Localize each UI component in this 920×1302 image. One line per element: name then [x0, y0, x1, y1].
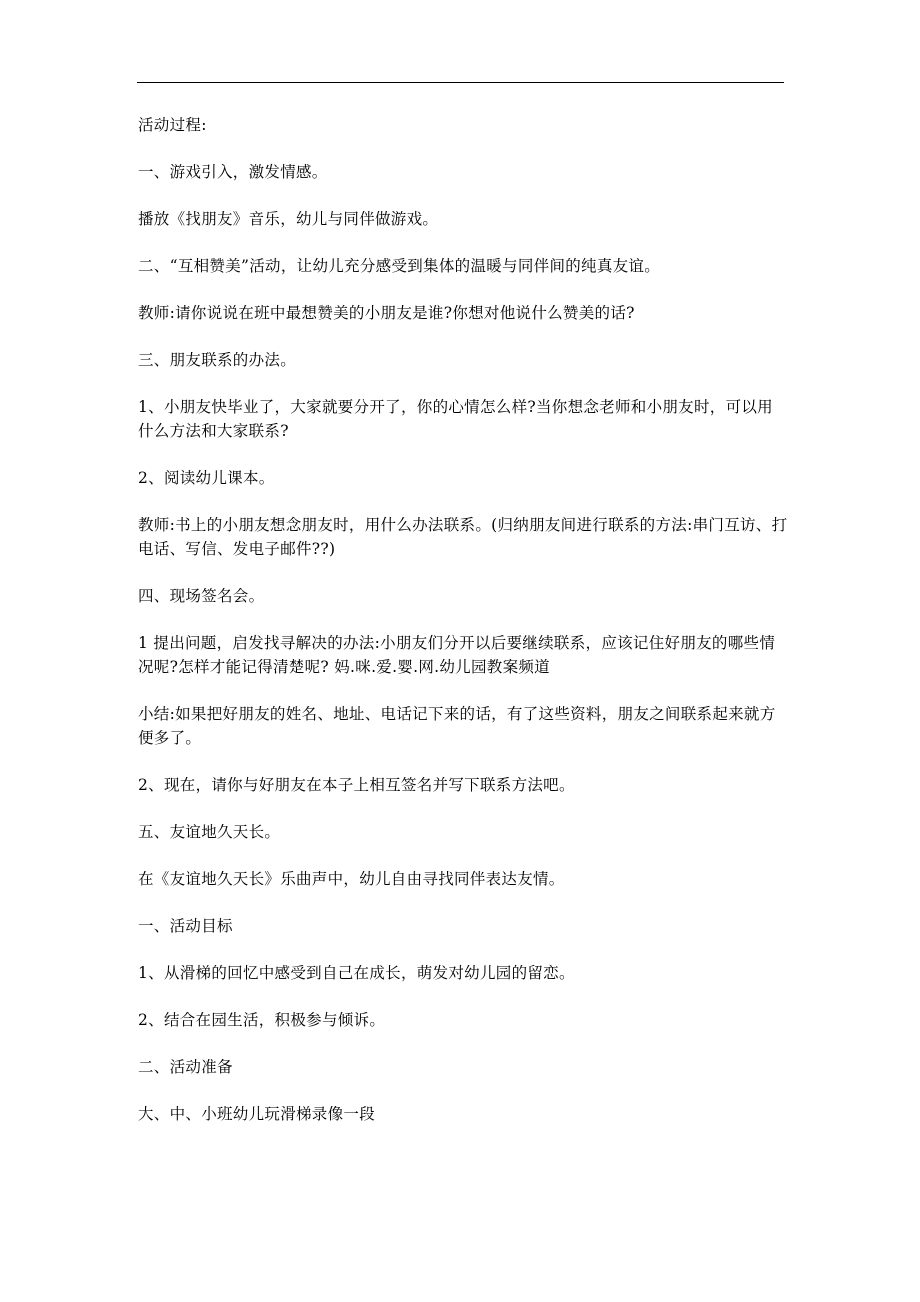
paragraph: 播放《找朋友》音乐，幼儿与同伴做游戏。 [138, 210, 439, 228]
document-body [138, 113, 788, 1149]
paragraph-activity-process-heading: 活动过程: [138, 116, 207, 134]
paragraph-section-2-heading: 二、“互相赞美”活动，让幼儿充分感受到集体的温暖与同伴间的纯真友谊。 [138, 257, 661, 275]
paragraph: 教师:请你说说在班中最想赞美的小朋友是谁?你想对他说什么赞美的话? [138, 304, 635, 322]
paragraph: 教师:书上的小朋友想念朋友时，用什么办法联系。(归纳朋友间进行联系的方法:串门互访、打电话、写信、发电子邮件??) [138, 516, 788, 558]
paragraph-section-3-heading: 三、朋友联系的办法。 [138, 351, 297, 369]
paragraph-preparation-heading: 二、活动准备 [138, 1058, 233, 1076]
paragraph: 1 提出问题，启发找寻解决的办法:小朋友们分开以后要继续联系，应该记住好朋友的哪些情况呢?怎样才能记得清楚呢? 妈.咪.爱.婴.网.幼儿园教案频道 [138, 634, 776, 676]
paragraph: 2、现在，请你与好朋友在本子上相互签名并写下联系方法吧。 [138, 776, 575, 794]
paragraph-objectives-heading: 一、活动目标 [138, 917, 233, 935]
paragraph: 2、阅读幼儿课本。 [138, 469, 275, 487]
paragraph: 大、中、小班幼儿玩滑梯录像一段 [138, 1105, 376, 1123]
paragraph: 在《友谊地久天长》乐曲声中，幼儿自由寻找同伴表达友情。 [138, 870, 565, 888]
paragraph: 1、从滑梯的回忆中感受到自己在成长，萌发对幼儿园的留恋。 [138, 964, 575, 982]
paragraph-section-4-heading: 四、现场签名会。 [138, 587, 265, 605]
paragraph: 2、结合在园生活，积极参与倾诉。 [138, 1011, 386, 1029]
paragraph-summary: 小结:如果把好朋友的姓名、地址、电话记下来的话，有了这些资料，朋友之间联系起来就方便多了。 [138, 705, 776, 747]
paragraph: 1、小朋友快毕业了，大家就要分开了，你的心情怎么样?当你想念老师和小朋友时，可以用什么方法和大家联系? [138, 398, 773, 440]
paragraph-section-1-heading: 一、游戏引入，激发情感。 [138, 163, 328, 181]
paragraph-section-5-heading: 五、友谊地久天长。 [138, 823, 281, 841]
header-rule [137, 82, 784, 83]
